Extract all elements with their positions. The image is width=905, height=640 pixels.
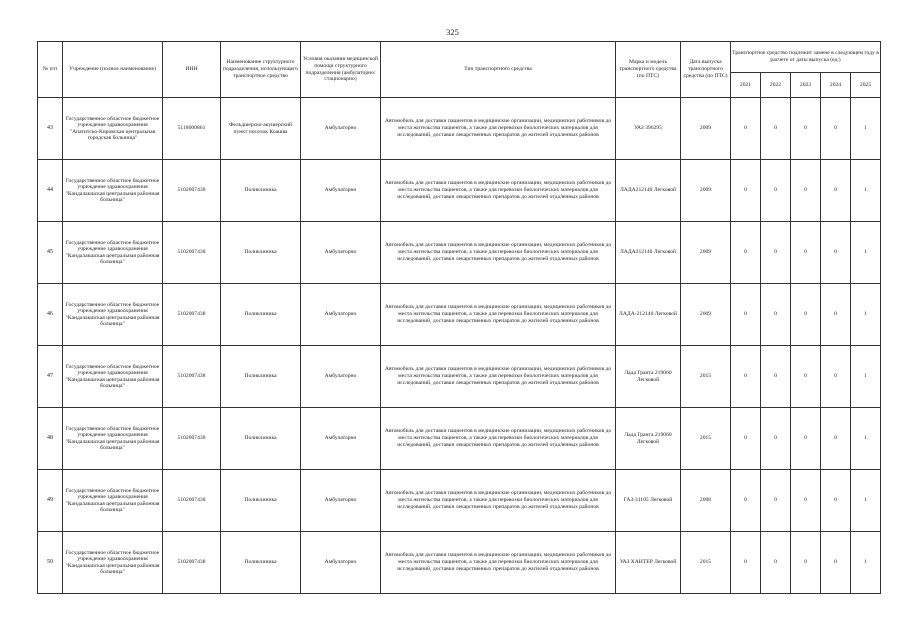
row-value-2023: 0: [791, 98, 821, 160]
header-year-2023: 2023: [791, 73, 821, 98]
header-institution: Учреждение (полное наименование): [63, 42, 163, 98]
row-vehicle-type: Автомобиль для доставки пациентов в медицинские организации, медицинских работников до места жительства пациентов, а также для перевозки биологических материалов для исследований, доставки лекарственных препаратов до жителей отдаленных районов: [381, 222, 616, 284]
row-brand-model: ЛАДА212140 Легковой: [616, 222, 681, 284]
row-value-2025: 1: [851, 532, 881, 594]
row-institution: Государственное областное бюджетное учреждение здравоохранения "Кандалакшская центральная районная больница": [63, 160, 163, 222]
row-institution: Государственное областное бюджетное учреждение здравоохранения "Кандалакшская центральная районная больница": [63, 408, 163, 470]
row-brand-model: ЛАДА212140 Легковой: [616, 160, 681, 222]
row-inn: 5102007438: [163, 160, 221, 222]
row-unit: Фельдшерско-акушерский пункт поселок Коашва: [221, 98, 301, 160]
row-inn: 5102007438: [163, 222, 221, 284]
header-year-2025: 2025: [851, 73, 881, 98]
row-conditions: Амбулаторно: [301, 222, 381, 284]
row-value-2022: 0: [761, 160, 791, 222]
row-value-2022: 0: [761, 408, 791, 470]
row-inn: 5102007438: [163, 346, 221, 408]
row-year: 2015: [681, 346, 731, 408]
row-value-2021: 0: [731, 98, 761, 160]
row-value-2022: 0: [761, 346, 791, 408]
row-conditions: Амбулаторно: [301, 346, 381, 408]
table-row: [38, 532, 881, 594]
table-row: [38, 408, 881, 470]
row-value-2024: 0: [821, 532, 851, 594]
row-unit: Поликлиника: [221, 408, 301, 470]
row-year: 2009: [681, 160, 731, 222]
row-inn: 5102007438: [163, 470, 221, 532]
header-year-2021: 2021: [731, 73, 761, 98]
header-replacement: Транспортное средство подлежит замене в следующем году в расчете от даты выпуска (ед.): [731, 42, 881, 73]
row-inn: 5102007438: [163, 532, 221, 594]
row-value-2022: 0: [761, 470, 791, 532]
row-institution: Государственное областное бюджетное учреждение здравоохранения "Кандалакшская центральная районная больница": [63, 470, 163, 532]
row-value-2023: 0: [791, 408, 821, 470]
row-value-2022: 0: [761, 284, 791, 346]
row-value-2021: 0: [731, 160, 761, 222]
row-value-2024: 0: [821, 470, 851, 532]
row-year: 2008: [681, 470, 731, 532]
row-conditions: Амбулаторно: [301, 408, 381, 470]
row-conditions: Амбулаторно: [301, 160, 381, 222]
page-number: 325: [446, 27, 459, 37]
row-num: 45: [38, 222, 63, 284]
row-value-2022: 0: [761, 222, 791, 284]
row-value-2022: 0: [761, 532, 791, 594]
row-value-2025: 1: [851, 160, 881, 222]
row-vehicle-type: Автомобиль для доставки пациентов в медицинские организации, медицинских работников до места жительства пациентов, а также для перевозки биологических материалов для исследований, доставки лекарственных препаратов до жителей отдаленных районов: [381, 98, 616, 160]
row-value-2024: 0: [821, 284, 851, 346]
row-unit: Поликлиника: [221, 222, 301, 284]
row-brand-model: Лада Гранта 219060 Легковой: [616, 346, 681, 408]
row-num: 43: [38, 98, 63, 160]
row-value-2023: 0: [791, 346, 821, 408]
row-value-2025: 1: [851, 284, 881, 346]
row-institution: Государственное областное бюджетное учреждение здравоохранения "Кандалакшская центральная районная больница": [63, 284, 163, 346]
row-value-2025: 1: [851, 470, 881, 532]
header-year: Дата выпуска транспортного средства (по ПТС): [681, 42, 731, 98]
row-value-2021: 0: [731, 346, 761, 408]
row-institution: Государственное областное бюджетное учреждение здравоохранения "Кандалакшская центральная районная больница": [63, 346, 163, 408]
row-year: 2015: [681, 408, 731, 470]
row-vehicle-type: Автомобиль для доставки пациентов в медицинские организации, медицинских работников до места жительства пациентов, а также для перевозки биологических материалов для исследований, доставки лекарственных препаратов до жителей отдаленных районов: [381, 470, 616, 532]
row-num: 48: [38, 408, 63, 470]
row-institution: Государственное областное бюджетное учреждение здравоохранения "Апатитско-Кировская центральная городская больница": [63, 98, 163, 160]
row-value-2023: 0: [791, 284, 821, 346]
row-brand-model: УАЗ ХАНТЕР Легковой: [616, 532, 681, 594]
row-value-2024: 0: [821, 346, 851, 408]
row-num: 46: [38, 284, 63, 346]
row-num: 44: [38, 160, 63, 222]
row-value-2023: 0: [791, 160, 821, 222]
row-year: 2015: [681, 532, 731, 594]
header-brand-model: Марка и модель транспортного средства (по ПТС): [616, 42, 681, 98]
table-row: [38, 284, 881, 346]
row-num: 50: [38, 532, 63, 594]
row-num: 47: [38, 346, 63, 408]
header-conditions: Условия оказания медицинской помощи структурного подразделения (амбулаторно/ стационарно): [301, 42, 381, 98]
row-value-2023: 0: [791, 532, 821, 594]
row-vehicle-type: Автомобиль для доставки пациентов в медицинские организации, медицинских работников до места жительства пациентов, а также для перевозки биологических материалов для исследований, доставки лекарственных препаратов до жителей отдаленных районов: [381, 532, 616, 594]
header-inn: ИНН: [163, 42, 221, 98]
row-value-2025: 1: [851, 98, 881, 160]
row-unit: Поликлиника: [221, 532, 301, 594]
table-row: [38, 346, 881, 408]
row-conditions: Амбулаторно: [301, 284, 381, 346]
row-year: 2009: [681, 284, 731, 346]
header-year-2024: 2024: [821, 73, 851, 98]
row-unit: Поликлиника: [221, 284, 301, 346]
vehicle-table: [37, 41, 881, 594]
row-vehicle-type: Автомобиль для доставки пациентов в медицинские организации, медицинских работников до места жительства пациентов, а также для перевозки биологических материалов для исследований, доставки лекарственных препаратов до жителей отдаленных районов: [381, 160, 616, 222]
table-row: [38, 470, 881, 532]
row-value-2021: 0: [731, 470, 761, 532]
table-row: [38, 222, 881, 284]
row-conditions: Амбулаторно: [301, 470, 381, 532]
row-num: 49: [38, 470, 63, 532]
row-value-2021: 0: [731, 532, 761, 594]
row-inn: 5102007438: [163, 284, 221, 346]
row-conditions: Амбулаторно: [301, 532, 381, 594]
row-vehicle-type: Автомобиль для доставки пациентов в медицинские организации, медицинских работников до места жительства пациентов, а также для перевозки биологических материалов для исследований, доставки лекарственных препаратов до жителей отдаленных районов: [381, 408, 616, 470]
row-value-2021: 0: [731, 222, 761, 284]
row-value-2025: 1: [851, 408, 881, 470]
row-inn: 5118000861: [163, 98, 221, 160]
table-row: [38, 160, 881, 222]
row-value-2023: 0: [791, 470, 821, 532]
row-value-2024: 0: [821, 160, 851, 222]
header-num: № п/п: [38, 42, 63, 98]
row-year: 2009: [681, 222, 731, 284]
row-brand-model: Лада Гранта 219060 Легковой: [616, 408, 681, 470]
row-inn: 5102007438: [163, 408, 221, 470]
row-value-2021: 0: [731, 284, 761, 346]
header-vehicle-type: Тип транспортного средства: [381, 42, 616, 98]
row-unit: Поликлиника: [221, 346, 301, 408]
row-value-2024: 0: [821, 222, 851, 284]
row-year: 2009: [681, 98, 731, 160]
row-brand-model: ЛАДА-212140 Легковой: [616, 284, 681, 346]
row-institution: Государственное областное бюджетное учреждение здравоохранения "Кандалакшская центральная районная больница": [63, 532, 163, 594]
header-unit: Наименование структурного подразделения, использующего транспортное средство: [221, 42, 301, 98]
row-value-2025: 1: [851, 222, 881, 284]
row-unit: Поликлиника: [221, 470, 301, 532]
row-vehicle-type: Автомобиль для доставки пациентов в медицинские организации, медицинских работников до места жительства пациентов, а также для перевозки биологических материалов для исследований, доставки лекарственных препаратов до жителей отдаленных районов: [381, 284, 616, 346]
row-value-2022: 0: [761, 98, 791, 160]
table-body: [38, 98, 881, 594]
row-brand-model: ГАЗ-31105 Легковой: [616, 470, 681, 532]
row-value-2021: 0: [731, 408, 761, 470]
row-vehicle-type: Автомобиль для доставки пациентов в медицинские организации, медицинских работников до места жительства пациентов, а также для перевозки биологических материалов для исследований, доставки лекарственных препаратов до жителей отдаленных районов: [381, 346, 616, 408]
row-conditions: Амбулаторно: [301, 98, 381, 160]
row-brand-model: УАЗ 396295: [616, 98, 681, 160]
table-header: [38, 42, 881, 98]
row-unit: Поликлиника: [221, 160, 301, 222]
row-institution: Государственное областное бюджетное учреждение здравоохранения "Кандалакшская центральная районная больница": [63, 222, 163, 284]
table-row: [38, 98, 881, 160]
header-year-2022: 2022: [761, 73, 791, 98]
row-value-2023: 0: [791, 222, 821, 284]
row-value-2024: 0: [821, 408, 851, 470]
row-value-2025: 1: [851, 346, 881, 408]
row-value-2024: 0: [821, 98, 851, 160]
